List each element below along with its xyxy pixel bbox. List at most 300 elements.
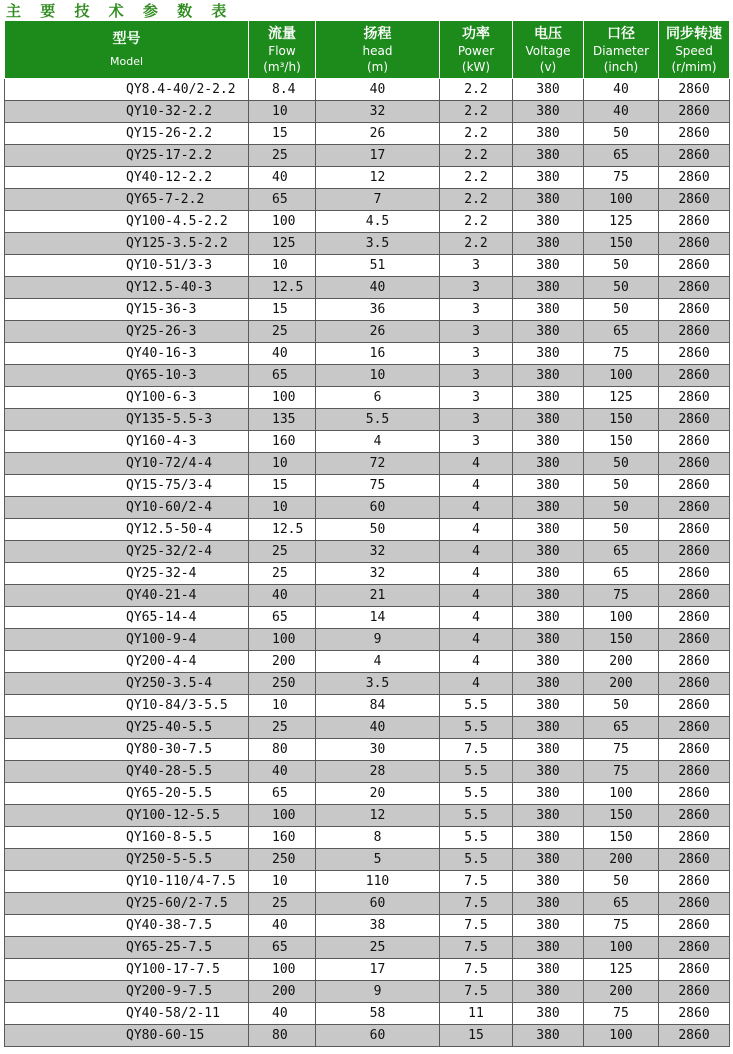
cell-model: QY80-30-7.5 bbox=[5, 739, 249, 761]
cell-flow: 25 bbox=[249, 145, 316, 167]
header-voltage bbox=[513, 21, 584, 79]
table-row bbox=[5, 409, 730, 431]
cell-diameter: 100 bbox=[584, 937, 659, 959]
cell-head: 4 bbox=[316, 431, 440, 453]
table-row bbox=[5, 607, 730, 629]
cell-power: 3 bbox=[440, 277, 513, 299]
cell-model: QY25-32-4 bbox=[5, 563, 249, 585]
cell-power: 5.5 bbox=[440, 783, 513, 805]
cell-head: 14 bbox=[316, 607, 440, 629]
cell-flow: 10 bbox=[249, 453, 316, 475]
cell-head: 75 bbox=[316, 475, 440, 497]
cell-model: QY10-51/3-3 bbox=[5, 255, 249, 277]
cell-power: 3 bbox=[440, 255, 513, 277]
cell-power: 3 bbox=[440, 387, 513, 409]
cell-head: 58 bbox=[316, 1003, 440, 1025]
cell-model: QY10-110/4-7.5 bbox=[5, 871, 249, 893]
cell-diameter: 75 bbox=[584, 915, 659, 937]
cell-voltage: 380 bbox=[513, 453, 584, 475]
table-row bbox=[5, 101, 730, 123]
cell-power: 2.2 bbox=[440, 233, 513, 255]
cell-head: 5.5 bbox=[316, 409, 440, 431]
cell-speed: 2860 bbox=[659, 123, 730, 145]
header-speed-zh: 同步转速 bbox=[666, 25, 722, 42]
cell-head: 32 bbox=[316, 563, 440, 585]
cell-speed: 2860 bbox=[659, 1003, 730, 1025]
cell-model: QY25-40-5.5 bbox=[5, 717, 249, 739]
cell-voltage: 380 bbox=[513, 343, 584, 365]
cell-diameter: 65 bbox=[584, 145, 659, 167]
cell-speed: 2860 bbox=[659, 145, 730, 167]
cell-head: 20 bbox=[316, 783, 440, 805]
cell-flow: 12.5 bbox=[249, 277, 316, 299]
cell-diameter: 75 bbox=[584, 1003, 659, 1025]
table-row bbox=[5, 805, 730, 827]
cell-flow: 40 bbox=[249, 343, 316, 365]
cell-speed: 2860 bbox=[659, 805, 730, 827]
table-row bbox=[5, 321, 730, 343]
cell-flow: 8.4 bbox=[249, 79, 316, 101]
cell-voltage: 380 bbox=[513, 563, 584, 585]
table-row bbox=[5, 365, 730, 387]
header-speed-unit: (r/mim) bbox=[671, 59, 717, 74]
cell-voltage: 380 bbox=[513, 783, 584, 805]
cell-head: 3.5 bbox=[316, 673, 440, 695]
table-row bbox=[5, 585, 730, 607]
cell-power: 3 bbox=[440, 299, 513, 321]
table-row bbox=[5, 255, 730, 277]
cell-model: QY10-72/4-4 bbox=[5, 453, 249, 475]
header-speed-en: Speed bbox=[675, 43, 713, 58]
cell-flow: 40 bbox=[249, 1003, 316, 1025]
cell-speed: 2860 bbox=[659, 321, 730, 343]
cell-head: 84 bbox=[316, 695, 440, 717]
table-row bbox=[5, 497, 730, 519]
header-diameter-unit: (inch) bbox=[603, 59, 639, 74]
cell-model: QY40-16-3 bbox=[5, 343, 249, 365]
cell-voltage: 380 bbox=[513, 167, 584, 189]
cell-diameter: 50 bbox=[584, 497, 659, 519]
cell-model: QY125-3.5-2.2 bbox=[5, 233, 249, 255]
header-head bbox=[316, 21, 440, 79]
cell-speed: 2860 bbox=[659, 387, 730, 409]
cell-speed: 2860 bbox=[659, 1025, 730, 1047]
cell-diameter: 65 bbox=[584, 563, 659, 585]
cell-voltage: 380 bbox=[513, 189, 584, 211]
cell-speed: 2860 bbox=[659, 915, 730, 937]
header-power-unit: (kW) bbox=[461, 59, 491, 74]
cell-head: 32 bbox=[316, 541, 440, 563]
cell-speed: 2860 bbox=[659, 607, 730, 629]
table-row bbox=[5, 783, 730, 805]
cell-diameter: 75 bbox=[584, 739, 659, 761]
cell-voltage: 380 bbox=[513, 915, 584, 937]
cell-flow: 125 bbox=[249, 233, 316, 255]
cell-flow: 250 bbox=[249, 849, 316, 871]
cell-head: 7 bbox=[316, 189, 440, 211]
cell-diameter: 150 bbox=[584, 233, 659, 255]
cell-flow: 10 bbox=[249, 695, 316, 717]
cell-flow: 250 bbox=[249, 673, 316, 695]
cell-speed: 2860 bbox=[659, 101, 730, 123]
cell-voltage: 380 bbox=[513, 277, 584, 299]
cell-voltage: 380 bbox=[513, 519, 584, 541]
cell-flow: 160 bbox=[249, 431, 316, 453]
cell-head: 50 bbox=[316, 519, 440, 541]
cell-diameter: 65 bbox=[584, 321, 659, 343]
cell-diameter: 75 bbox=[584, 585, 659, 607]
table-row bbox=[5, 959, 730, 981]
cell-power: 11 bbox=[440, 1003, 513, 1025]
header-diameter-zh: 口径 bbox=[607, 25, 635, 42]
cell-power: 5.5 bbox=[440, 695, 513, 717]
cell-head: 72 bbox=[316, 453, 440, 475]
cell-flow: 100 bbox=[249, 211, 316, 233]
cell-voltage: 380 bbox=[513, 79, 584, 101]
header-speed bbox=[659, 21, 730, 79]
cell-model: QY25-60/2-7.5 bbox=[5, 893, 249, 915]
cell-model: QY135-5.5-3 bbox=[5, 409, 249, 431]
cell-diameter: 200 bbox=[584, 981, 659, 1003]
cell-voltage: 380 bbox=[513, 475, 584, 497]
cell-diameter: 50 bbox=[584, 519, 659, 541]
header-flow-zh: 流量 bbox=[268, 25, 296, 42]
cell-head: 26 bbox=[316, 123, 440, 145]
cell-voltage: 380 bbox=[513, 1003, 584, 1025]
cell-power: 3 bbox=[440, 431, 513, 453]
cell-voltage: 380 bbox=[513, 101, 584, 123]
cell-flow: 25 bbox=[249, 717, 316, 739]
table-row bbox=[5, 145, 730, 167]
cell-voltage: 380 bbox=[513, 541, 584, 563]
cell-voltage: 380 bbox=[513, 1025, 584, 1047]
table-row bbox=[5, 343, 730, 365]
cell-power: 2.2 bbox=[440, 101, 513, 123]
table-row bbox=[5, 761, 730, 783]
cell-diameter: 100 bbox=[584, 607, 659, 629]
cell-head: 9 bbox=[316, 981, 440, 1003]
header-voltage-zh: 电压 bbox=[534, 25, 562, 42]
cell-power: 4 bbox=[440, 651, 513, 673]
cell-diameter: 50 bbox=[584, 475, 659, 497]
cell-head: 32 bbox=[316, 101, 440, 123]
cell-speed: 2860 bbox=[659, 585, 730, 607]
cell-head: 40 bbox=[316, 79, 440, 101]
cell-power: 4 bbox=[440, 519, 513, 541]
cell-flow: 10 bbox=[249, 101, 316, 123]
cell-voltage: 380 bbox=[513, 761, 584, 783]
cell-model: QY40-58/2-11 bbox=[5, 1003, 249, 1025]
cell-diameter: 100 bbox=[584, 1025, 659, 1047]
header-flow-en: Flow bbox=[268, 43, 296, 58]
cell-power: 4 bbox=[440, 475, 513, 497]
cell-head: 110 bbox=[316, 871, 440, 893]
table-row bbox=[5, 717, 730, 739]
cell-diameter: 125 bbox=[584, 387, 659, 409]
cell-power: 3 bbox=[440, 321, 513, 343]
table-header bbox=[5, 21, 730, 79]
cell-model: QY10-32-2.2 bbox=[5, 101, 249, 123]
cell-speed: 2860 bbox=[659, 761, 730, 783]
cell-voltage: 380 bbox=[513, 673, 584, 695]
cell-power: 4 bbox=[440, 497, 513, 519]
table-row bbox=[5, 475, 730, 497]
cell-power: 5.5 bbox=[440, 849, 513, 871]
cell-speed: 2860 bbox=[659, 211, 730, 233]
cell-diameter: 50 bbox=[584, 123, 659, 145]
cell-voltage: 380 bbox=[513, 937, 584, 959]
cell-head: 60 bbox=[316, 1025, 440, 1047]
table-row bbox=[5, 695, 730, 717]
cell-head: 30 bbox=[316, 739, 440, 761]
cell-diameter: 150 bbox=[584, 805, 659, 827]
cell-model: QY100-6-3 bbox=[5, 387, 249, 409]
cell-model: QY100-17-7.5 bbox=[5, 959, 249, 981]
cell-diameter: 50 bbox=[584, 453, 659, 475]
cell-power: 2.2 bbox=[440, 123, 513, 145]
cell-model: QY15-36-3 bbox=[5, 299, 249, 321]
table-row bbox=[5, 79, 730, 101]
cell-flow: 25 bbox=[249, 541, 316, 563]
cell-speed: 2860 bbox=[659, 475, 730, 497]
cell-power: 7.5 bbox=[440, 959, 513, 981]
cell-power: 7.5 bbox=[440, 871, 513, 893]
cell-diameter: 40 bbox=[584, 101, 659, 123]
cell-diameter: 50 bbox=[584, 277, 659, 299]
cell-flow: 135 bbox=[249, 409, 316, 431]
cell-power: 4 bbox=[440, 585, 513, 607]
cell-head: 12 bbox=[316, 805, 440, 827]
cell-head: 6 bbox=[316, 387, 440, 409]
cell-model: QY15-75/3-4 bbox=[5, 475, 249, 497]
table-row bbox=[5, 277, 730, 299]
table-row bbox=[5, 299, 730, 321]
cell-power: 7.5 bbox=[440, 915, 513, 937]
table-row bbox=[5, 167, 730, 189]
cell-diameter: 50 bbox=[584, 695, 659, 717]
cell-voltage: 380 bbox=[513, 651, 584, 673]
cell-flow: 15 bbox=[249, 475, 316, 497]
specs-table bbox=[4, 20, 730, 1047]
table-row bbox=[5, 387, 730, 409]
cell-flow: 15 bbox=[249, 123, 316, 145]
cell-head: 60 bbox=[316, 893, 440, 915]
header-power-en: Power bbox=[457, 43, 495, 58]
cell-speed: 2860 bbox=[659, 959, 730, 981]
cell-voltage: 380 bbox=[513, 321, 584, 343]
cell-head: 38 bbox=[316, 915, 440, 937]
cell-flow: 40 bbox=[249, 585, 316, 607]
cell-diameter: 65 bbox=[584, 893, 659, 915]
cell-speed: 2860 bbox=[659, 827, 730, 849]
cell-diameter: 200 bbox=[584, 849, 659, 871]
table-row bbox=[5, 189, 730, 211]
cell-flow: 25 bbox=[249, 563, 316, 585]
cell-head: 10 bbox=[316, 365, 440, 387]
cell-flow: 10 bbox=[249, 255, 316, 277]
cell-power: 3 bbox=[440, 343, 513, 365]
table-row bbox=[5, 981, 730, 1003]
cell-voltage: 380 bbox=[513, 365, 584, 387]
cell-power: 4 bbox=[440, 563, 513, 585]
header-diameter bbox=[584, 21, 659, 79]
cell-model: QY10-60/2-4 bbox=[5, 497, 249, 519]
cell-power: 4 bbox=[440, 673, 513, 695]
table-row bbox=[5, 1025, 730, 1047]
cell-head: 9 bbox=[316, 629, 440, 651]
cell-diameter: 75 bbox=[584, 167, 659, 189]
cell-model: QY8.4-40/2-2.2 bbox=[5, 79, 249, 101]
cell-speed: 2860 bbox=[659, 563, 730, 585]
header-model-zh: 型号 bbox=[112, 30, 141, 47]
cell-voltage: 380 bbox=[513, 585, 584, 607]
cell-head: 3.5 bbox=[316, 233, 440, 255]
cell-power: 3 bbox=[440, 365, 513, 387]
cell-speed: 2860 bbox=[659, 893, 730, 915]
table-row bbox=[5, 519, 730, 541]
cell-power: 7.5 bbox=[440, 893, 513, 915]
cell-diameter: 200 bbox=[584, 651, 659, 673]
cell-flow: 10 bbox=[249, 497, 316, 519]
cell-power: 2.2 bbox=[440, 79, 513, 101]
cell-head: 17 bbox=[316, 145, 440, 167]
cell-speed: 2860 bbox=[659, 651, 730, 673]
cell-model: QY65-25-7.5 bbox=[5, 937, 249, 959]
cell-model: QY65-14-4 bbox=[5, 607, 249, 629]
cell-diameter: 75 bbox=[584, 343, 659, 365]
cell-voltage: 380 bbox=[513, 739, 584, 761]
cell-speed: 2860 bbox=[659, 871, 730, 893]
cell-voltage: 380 bbox=[513, 607, 584, 629]
cell-voltage: 380 bbox=[513, 959, 584, 981]
cell-diameter: 150 bbox=[584, 409, 659, 431]
cell-speed: 2860 bbox=[659, 409, 730, 431]
cell-power: 2.2 bbox=[440, 167, 513, 189]
header-voltage-unit: (v) bbox=[539, 59, 557, 74]
cell-power: 5.5 bbox=[440, 805, 513, 827]
cell-head: 28 bbox=[316, 761, 440, 783]
cell-model: QY65-20-5.5 bbox=[5, 783, 249, 805]
cell-voltage: 380 bbox=[513, 871, 584, 893]
table-row bbox=[5, 849, 730, 871]
cell-diameter: 65 bbox=[584, 541, 659, 563]
table-row bbox=[5, 541, 730, 563]
cell-model: QY100-9-4 bbox=[5, 629, 249, 651]
cell-diameter: 150 bbox=[584, 827, 659, 849]
cell-head: 5 bbox=[316, 849, 440, 871]
table-row bbox=[5, 827, 730, 849]
table-body bbox=[5, 79, 730, 1047]
header-diameter-en: Diameter bbox=[592, 43, 650, 58]
cell-flow: 40 bbox=[249, 915, 316, 937]
cell-speed: 2860 bbox=[659, 937, 730, 959]
cell-voltage: 380 bbox=[513, 145, 584, 167]
cell-head: 40 bbox=[316, 717, 440, 739]
table-row bbox=[5, 123, 730, 145]
cell-flow: 100 bbox=[249, 959, 316, 981]
cell-voltage: 380 bbox=[513, 299, 584, 321]
cell-flow: 12.5 bbox=[249, 519, 316, 541]
table-row bbox=[5, 871, 730, 893]
cell-power: 4 bbox=[440, 453, 513, 475]
cell-power: 3 bbox=[440, 409, 513, 431]
cell-speed: 2860 bbox=[659, 431, 730, 453]
cell-model: QY160-4-3 bbox=[5, 431, 249, 453]
cell-model: QY40-12-2.2 bbox=[5, 167, 249, 189]
table-row bbox=[5, 915, 730, 937]
table-row bbox=[5, 673, 730, 695]
cell-diameter: 125 bbox=[584, 959, 659, 981]
cell-voltage: 380 bbox=[513, 255, 584, 277]
header-model-en: Model bbox=[109, 54, 144, 68]
cell-power: 2.2 bbox=[440, 211, 513, 233]
cell-voltage: 380 bbox=[513, 805, 584, 827]
cell-model: QY25-17-2.2 bbox=[5, 145, 249, 167]
cell-model: QY25-26-3 bbox=[5, 321, 249, 343]
cell-model: QY40-38-7.5 bbox=[5, 915, 249, 937]
cell-power: 4 bbox=[440, 629, 513, 651]
cell-speed: 2860 bbox=[659, 629, 730, 651]
cell-flow: 65 bbox=[249, 607, 316, 629]
cell-model: QY40-21-4 bbox=[5, 585, 249, 607]
cell-voltage: 380 bbox=[513, 431, 584, 453]
cell-model: QY100-12-5.5 bbox=[5, 805, 249, 827]
cell-diameter: 50 bbox=[584, 299, 659, 321]
cell-flow: 65 bbox=[249, 783, 316, 805]
cell-diameter: 200 bbox=[584, 673, 659, 695]
cell-flow: 80 bbox=[249, 1025, 316, 1047]
cell-speed: 2860 bbox=[659, 167, 730, 189]
cell-head: 25 bbox=[316, 937, 440, 959]
cell-flow: 200 bbox=[249, 981, 316, 1003]
cell-model: QY200-9-7.5 bbox=[5, 981, 249, 1003]
header-power-zh: 功率 bbox=[462, 25, 490, 42]
cell-speed: 2860 bbox=[659, 189, 730, 211]
table-row bbox=[5, 453, 730, 475]
cell-model: QY80-60-15 bbox=[5, 1025, 249, 1047]
header-head-zh: 扬程 bbox=[363, 25, 392, 42]
header-flow bbox=[249, 21, 316, 79]
cell-flow: 65 bbox=[249, 189, 316, 211]
cell-model: QY12.5-50-4 bbox=[5, 519, 249, 541]
cell-model: QY15-26-2.2 bbox=[5, 123, 249, 145]
cell-flow: 65 bbox=[249, 937, 316, 959]
cell-voltage: 380 bbox=[513, 695, 584, 717]
header-voltage-en: Voltage bbox=[525, 43, 571, 58]
cell-speed: 2860 bbox=[659, 739, 730, 761]
cell-speed: 2860 bbox=[659, 79, 730, 101]
table-row bbox=[5, 431, 730, 453]
cell-speed: 2860 bbox=[659, 849, 730, 871]
cell-power: 5.5 bbox=[440, 827, 513, 849]
cell-voltage: 380 bbox=[513, 409, 584, 431]
cell-voltage: 380 bbox=[513, 981, 584, 1003]
cell-model: QY12.5-40-3 bbox=[5, 277, 249, 299]
cell-diameter: 75 bbox=[584, 761, 659, 783]
cell-speed: 2860 bbox=[659, 233, 730, 255]
cell-model: QY25-32/2-4 bbox=[5, 541, 249, 563]
cell-model: QY250-5-5.5 bbox=[5, 849, 249, 871]
table-row bbox=[5, 211, 730, 233]
cell-flow: 25 bbox=[249, 321, 316, 343]
cell-diameter: 100 bbox=[584, 783, 659, 805]
table-row bbox=[5, 739, 730, 761]
cell-diameter: 100 bbox=[584, 189, 659, 211]
cell-model: QY250-3.5-4 bbox=[5, 673, 249, 695]
cell-power: 4 bbox=[440, 541, 513, 563]
header-head-unit: (m) bbox=[366, 59, 389, 74]
cell-head: 4 bbox=[316, 651, 440, 673]
